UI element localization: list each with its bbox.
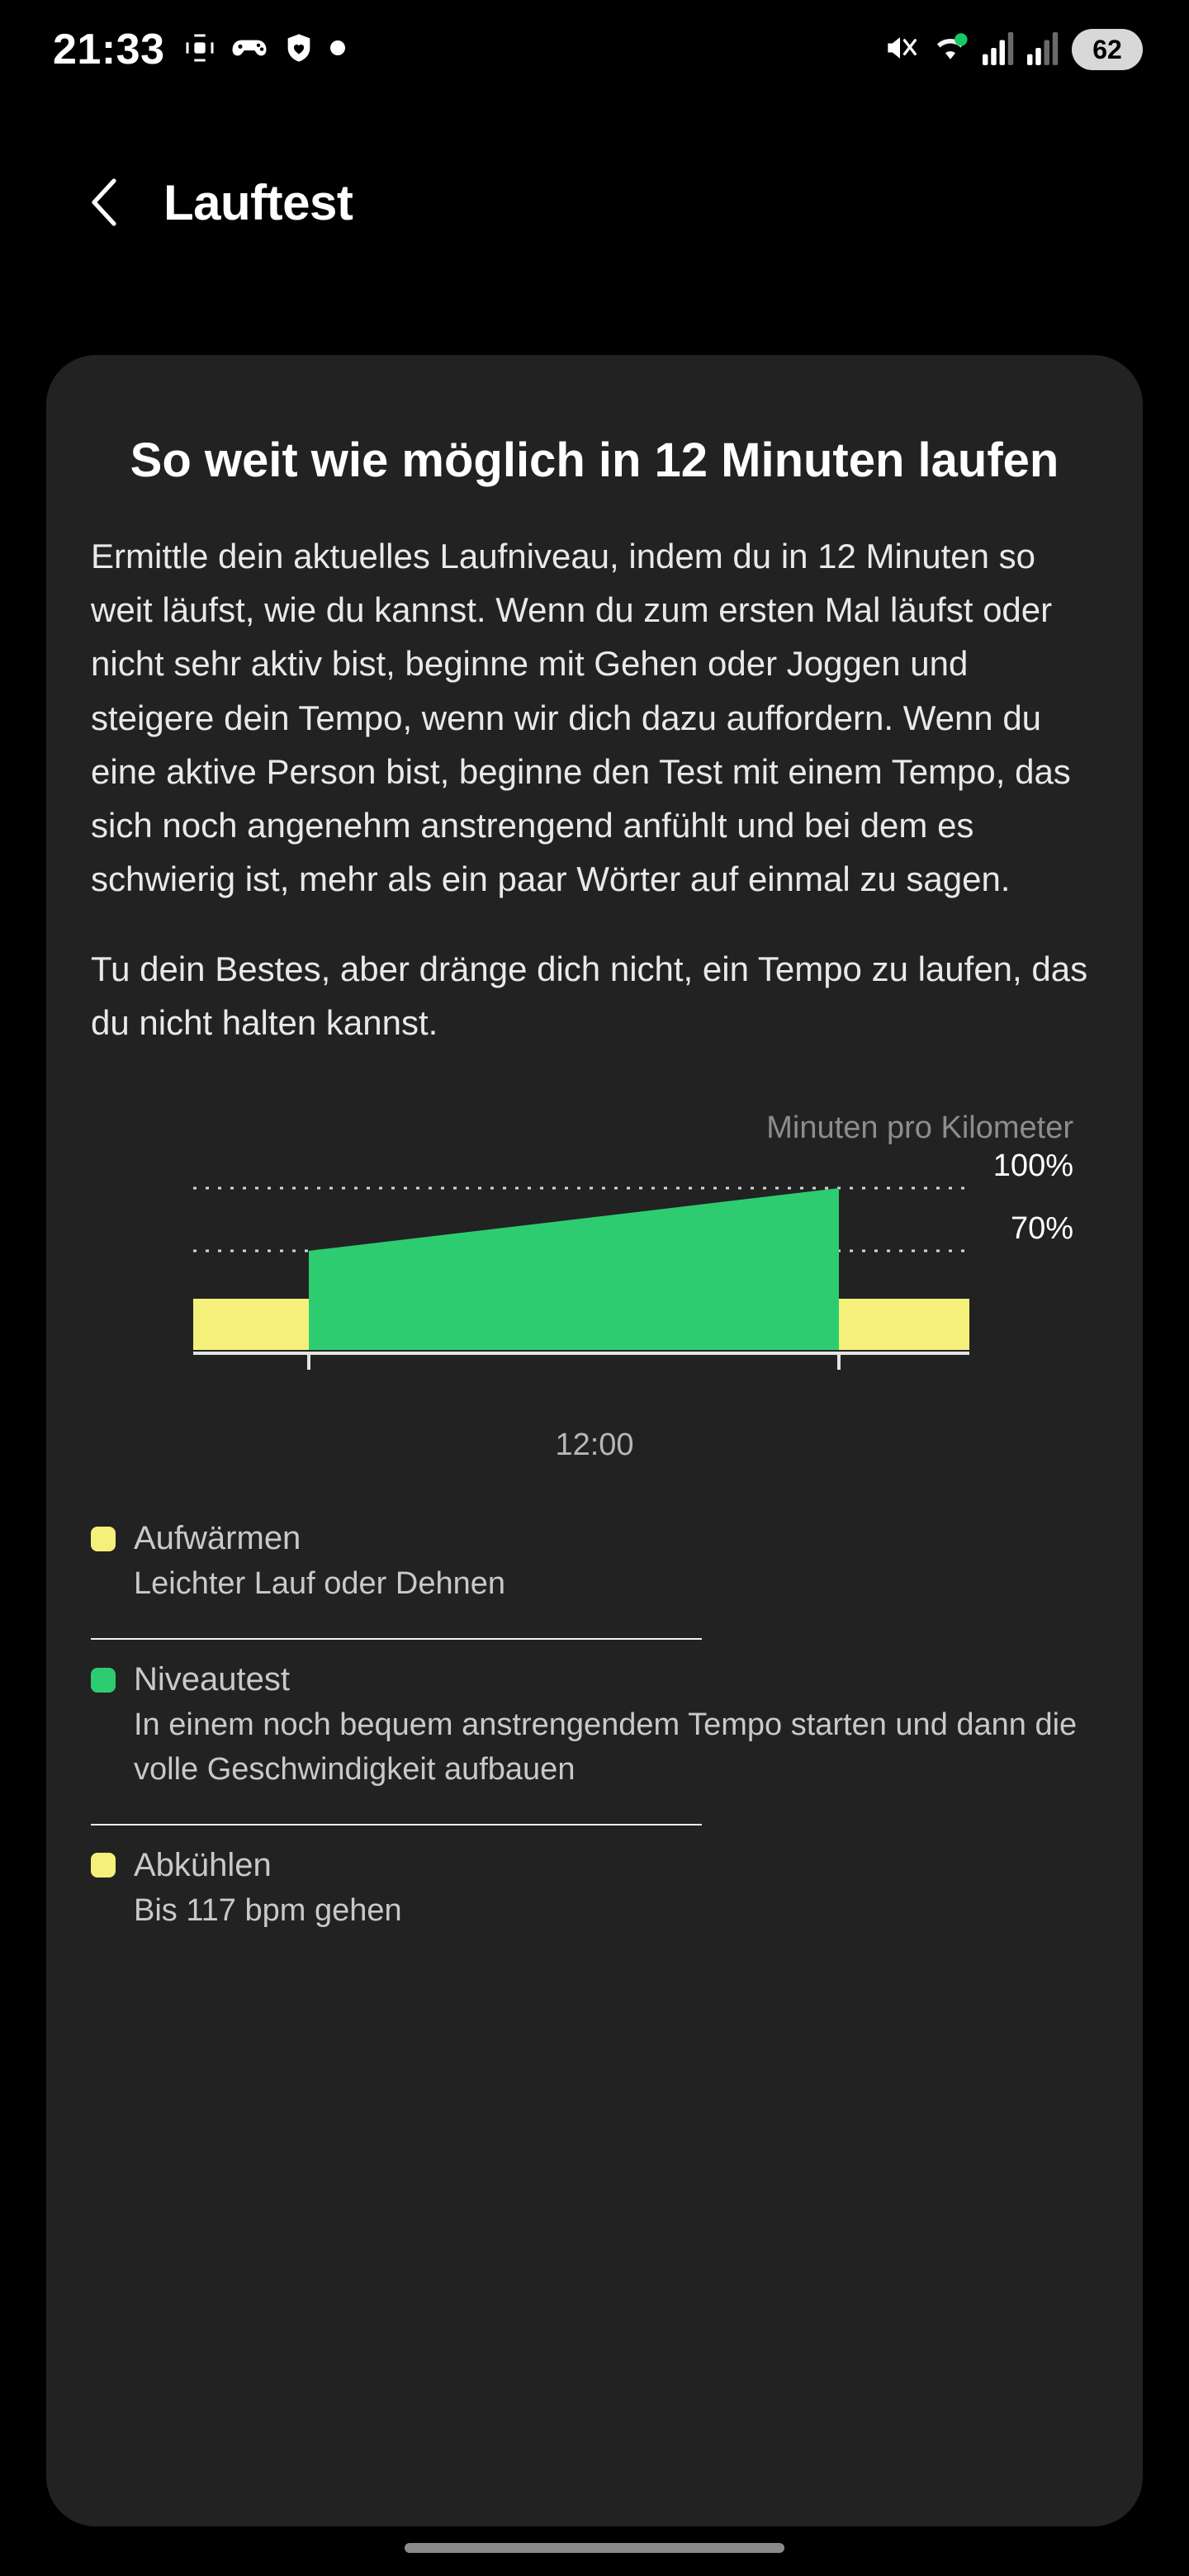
- home-indicator[interactable]: [405, 2543, 784, 2553]
- page-title: Lauftest: [163, 174, 353, 230]
- chart-ytick-100: 100%: [992, 1148, 1073, 1184]
- chart-segment-warmup: [193, 1299, 309, 1350]
- legend-color-swatch-cooldown: [91, 1853, 116, 1878]
- legend-title-leveltest: Niveautest: [134, 1661, 290, 1698]
- legend-item-cooldown: [91, 1847, 1098, 1940]
- card-title: So weit wie möglich in 12 Minuten laufen: [130, 433, 1059, 487]
- legend-item-leveltest: [91, 1661, 1098, 1799]
- signal-2-icon: [1027, 31, 1059, 69]
- battery-percent-label: 62: [1092, 34, 1122, 64]
- chevron-left-icon: [85, 178, 123, 227]
- signal-1-icon: [983, 31, 1014, 69]
- workout-detail-card: [46, 355, 1143, 2526]
- status-notification-icons: [183, 31, 345, 69]
- back-button[interactable]: [79, 178, 129, 227]
- legend-divider-1: [91, 1638, 702, 1640]
- chart-segment-cooldown: [839, 1299, 969, 1350]
- pace-chart: [86, 1110, 1103, 1474]
- status-bar: [0, 0, 1189, 99]
- game-controller-icon: [231, 31, 268, 69]
- dot-icon: [330, 40, 345, 59]
- mute-icon: [882, 30, 918, 70]
- status-bar-right: [882, 29, 1143, 70]
- chart-legend: [86, 1520, 1103, 1940]
- wifi-icon: [931, 30, 969, 70]
- legend-title-cooldown: Abkühlen: [134, 1846, 272, 1883]
- battery-indicator: [1072, 29, 1143, 70]
- legend-head: [91, 1520, 1098, 1557]
- description-paragraph-2: Tu dein Bestes, aber dränge dich nicht, ein Tempo zu laufen, das du nicht halten kannst.: [91, 949, 1088, 1043]
- chart-title: Minuten pro Kilometer: [766, 1110, 1073, 1146]
- chart-ytick-70: 70%: [1010, 1211, 1073, 1247]
- legend-color-swatch-leveltest: [91, 1668, 116, 1693]
- legend-color-swatch-warmup: [91, 1527, 116, 1551]
- status-bar-left: [53, 25, 345, 74]
- heart-shield-icon: [282, 31, 315, 69]
- app-bar: [0, 149, 1189, 256]
- legend-head: [91, 1661, 1098, 1698]
- legend-description-cooldown: Bis 117 bpm gehen: [134, 1892, 402, 1928]
- chart-xtick-duration: 12:00: [555, 1428, 634, 1463]
- status-clock: 21:33: [53, 26, 165, 73]
- legend-head: [91, 1847, 1098, 1884]
- legend-description-leveltest: In einem noch bequem anstrengendem Tempo starten und dann die volle Geschwindigkeit aufbauen: [134, 1707, 1078, 1788]
- chart-segment-leveltest: [309, 1188, 839, 1350]
- legend-title-warmup: Aufwärmen: [134, 1520, 301, 1557]
- description-paragraph-1: Ermittle dein aktuelles Laufniveau, indem du in 12 Minuten so weit läufst, wie du kannst. Wenn du zum ersten Mal läufst oder nicht sehr aktiv bist, beginne mit Gehen oder Joggen und steigere dein Tempo, wenn wir dich dazu auffordern. Wenn du eine aktive Person bist, beginne den Test mit einem Tempo, das sich noch angenehm anstrengend anfühlt und bei dem es schwierig ist, mehr als ein paar Wörter auf einmal zu sagen.: [91, 537, 1071, 898]
- legend-description-warmup: Leichter Lauf oder Dehnen: [134, 1566, 505, 1602]
- legend-item-warmup: [91, 1520, 1098, 1613]
- legend-divider-2: [91, 1824, 702, 1825]
- chart-graphic: [86, 1153, 1103, 1434]
- screenshot-icon: [183, 31, 216, 69]
